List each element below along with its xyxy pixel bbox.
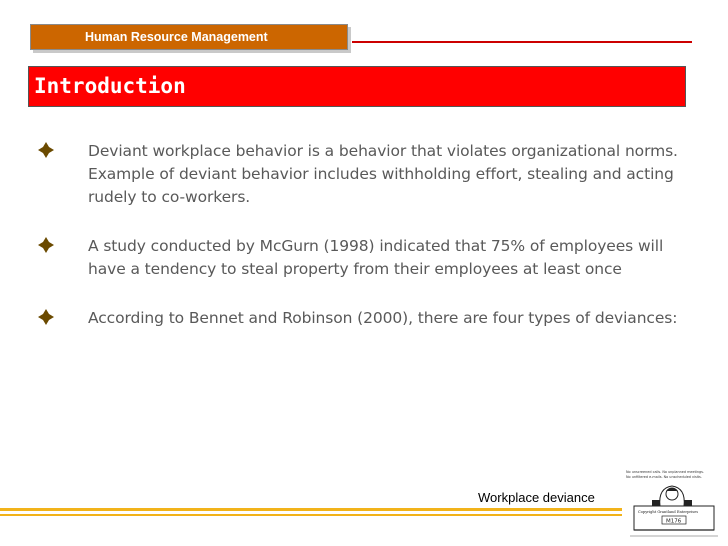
header-course-tab	[30, 24, 348, 50]
bullet-text: Deviant workplace behavior is a behavior that violates organizational norms. Example of deviant behavior includes withholding effort, stealing and acting rudely to co-workers.	[88, 142, 678, 206]
bullet-text: According to Bennet and Robinson (2000), there are four types of deviances:	[88, 309, 678, 327]
bullet-text: A study conducted by McGurn (1998) indicated that 75% of employees will have a tendency to steal property from their employees at least once	[88, 237, 664, 278]
cartoon-caption-1: No unscreened calls. No unplanned meetings.	[626, 470, 704, 474]
header-rule	[352, 41, 692, 43]
cartoon-caption-2: No unfiltered e-mails. No unscheduled visits.	[626, 475, 702, 479]
footer-label: Workplace deviance	[478, 490, 595, 505]
footer-bar-top	[0, 508, 622, 511]
course-title: Human Resource Management	[85, 30, 268, 44]
bullet-item	[38, 140, 698, 209]
footer-bar-bottom	[0, 514, 622, 516]
diamond-bullet-icon	[38, 309, 54, 325]
bullet-item	[38, 307, 698, 330]
cartoon-code: M176	[666, 518, 682, 525]
slide-title: Introduction	[34, 74, 186, 98]
cartoon-illustration	[620, 466, 724, 544]
cartoon-copyright: Copyright Grantland Enterprises	[638, 510, 699, 514]
diamond-bullet-icon	[38, 142, 54, 158]
slide-title-bar	[28, 66, 686, 107]
diamond-bullet-icon	[38, 237, 54, 253]
bullet-list	[38, 140, 698, 356]
bullet-item	[38, 235, 698, 281]
